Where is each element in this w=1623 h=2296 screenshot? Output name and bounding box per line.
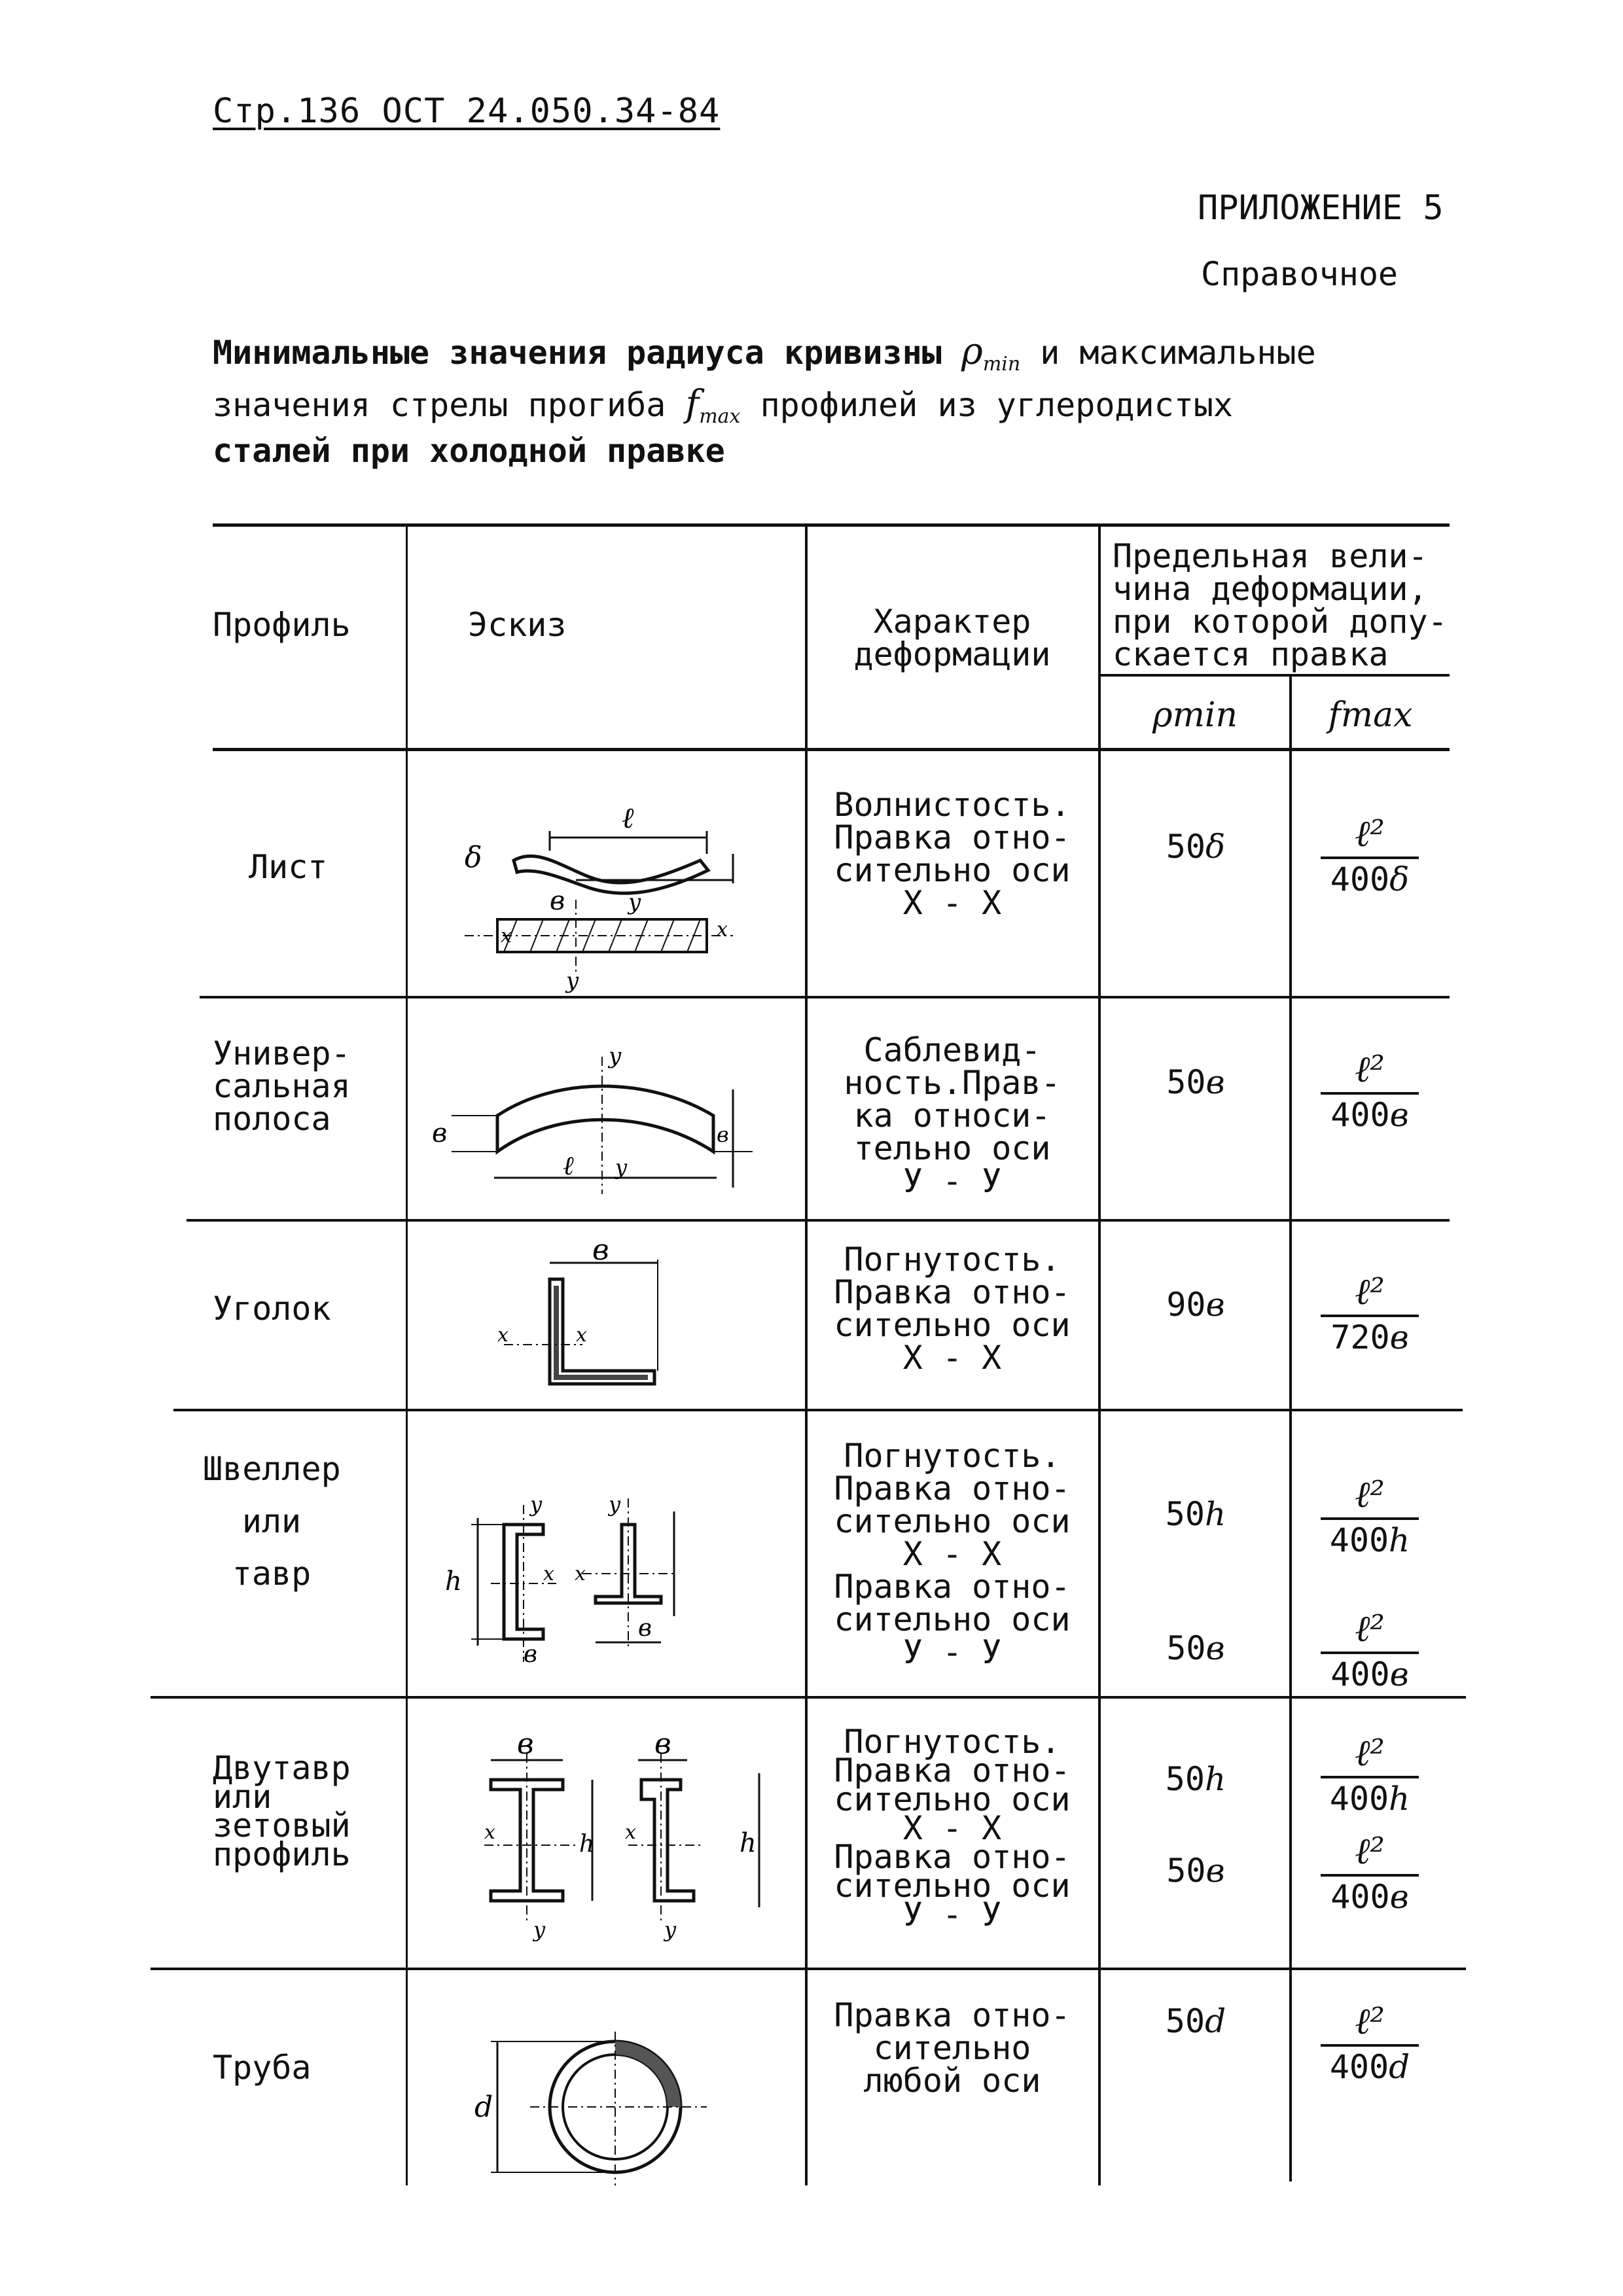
deformation-line: Правка отно- [834, 1996, 1071, 2034]
rmin-var: d [1205, 2002, 1226, 2040]
sketch-label-l: ℓ [622, 802, 634, 835]
row-profile-pipe: Труба [213, 2049, 312, 2087]
fmax-den-var: h [1389, 1521, 1410, 1559]
rmin-value-angle [1101, 1286, 1291, 1324]
row-profile-angle: Уголок [213, 1290, 331, 1328]
fraction-bar [1321, 1651, 1419, 1654]
deformation-line: Правка отно- [834, 819, 1071, 857]
fraction-bar [1321, 1874, 1419, 1877]
sheet-sketch [445, 802, 759, 994]
deformation-line: X - X [902, 1535, 1002, 1573]
fmax-denominator [1308, 1523, 1432, 1558]
limit-header-rule [1099, 674, 1450, 677]
header-limit-line-3: при которой допу- [1113, 603, 1448, 641]
fmax-den-coef: 720 [1330, 1318, 1390, 1356]
sketch-label-x: x [625, 1821, 636, 1844]
deformation-line: У - У [902, 1633, 1002, 1671]
row-rule-3 [173, 1409, 1463, 1411]
deformation-line: У - У [902, 1896, 1002, 1934]
row-deformation-sheet [806, 786, 1098, 922]
sketch-label-x: x [497, 1324, 508, 1347]
channel-tee-sketch [425, 1485, 726, 1682]
row-deformation-angle [806, 1241, 1098, 1377]
deformation-line: сительно [873, 2029, 1031, 2067]
rmin-value-ibeam-x [1101, 1760, 1291, 1798]
profile-line: профиль [213, 1835, 351, 1873]
fmax-numerator: ℓ² [1355, 1732, 1385, 1775]
fmax-den-var: в [1389, 1096, 1409, 1134]
pipe-sketch [471, 2025, 720, 2189]
row-deformation-ibeam [806, 1723, 1098, 1934]
rmin-var: h [1205, 1495, 1226, 1533]
deformation-line: сительно оси [834, 1502, 1071, 1540]
title-line-1-start: Минимальные значения радиуса кривизны [213, 334, 961, 372]
fmax-fraction-channel-x [1308, 1475, 1432, 1558]
sketch-label-b: в [592, 1233, 609, 1267]
sketch-label-y: y [530, 1492, 543, 1517]
deformation-line: X - X [902, 1809, 1002, 1847]
appendix-label: ПРИЛОЖЕНИЕ 5 [1198, 188, 1444, 228]
fmax-numerator: ℓ² [1355, 2000, 1385, 2043]
rmin-value-ibeam-y [1101, 1852, 1291, 1890]
sketch-label-y: y [609, 1043, 622, 1069]
appendix-type: Справочное [1201, 255, 1399, 293]
profile-line: Двутавр [213, 1749, 351, 1787]
sketch-label-x: x [717, 918, 728, 941]
fmax-numerator: ℓ² [1355, 1271, 1385, 1313]
fmax-den-coef: 400 [1329, 1780, 1389, 1818]
title-line-3 [213, 432, 725, 470]
deformation-line: Волнистость. [834, 786, 1071, 824]
fmax-den-coef: 400 [1330, 1655, 1390, 1693]
profile-line: сальная [213, 1067, 351, 1105]
fmax-numerator: ℓ² [1355, 813, 1385, 855]
f-symbol: f [685, 383, 700, 425]
sketch-label-b: в [432, 1118, 448, 1148]
angle-sketch [484, 1233, 681, 1404]
fmax-denominator [1308, 1879, 1432, 1915]
header-sketch: Эскиз [468, 606, 567, 644]
sketch-label-d: d [474, 2091, 493, 2124]
deformation-line: Правка отно- [834, 1838, 1071, 1876]
row-profile-ibeam [213, 1749, 351, 1873]
rmin-coef: 50 [1166, 1852, 1206, 1890]
row-rule-4 [151, 1696, 1466, 1699]
profile-line: Универ- [213, 1034, 351, 1072]
header-limit-line-2: чина деформации, [1113, 570, 1428, 608]
rmin-value-strip [1101, 1063, 1291, 1101]
sketch-label-delta: δ [465, 841, 482, 874]
deformation-line: сительно оси [834, 851, 1071, 889]
fmax-numerator: ℓ² [1355, 1608, 1385, 1650]
deformation-line: ность.Прав- [844, 1064, 1061, 1102]
rmin-coef: 50 [1165, 1495, 1205, 1533]
row-deformation-channel [806, 1439, 1098, 1669]
deformation-line: Правка отно- [834, 1568, 1071, 1606]
header-deformation-line-2: деформации [853, 635, 1051, 673]
sketch-label-y: y [664, 1917, 677, 1942]
row-profile-channel [203, 1443, 340, 1600]
row-rule-2 [187, 1219, 1450, 1222]
deformation-line: любой оси [863, 2062, 1041, 2100]
fmax-fraction-pipe [1308, 2002, 1432, 2085]
fmax-den-var: h [1389, 1780, 1410, 1818]
profile-line: зетовый [213, 1807, 351, 1845]
row-profile-strip [213, 1034, 351, 1138]
table-top-rule [213, 523, 1450, 527]
rmin-coef: 50 [1165, 1760, 1205, 1798]
sketch-label-b: в [517, 1727, 534, 1761]
fmax-denominator [1308, 1657, 1432, 1692]
header-rmin: ρmin [1152, 696, 1238, 735]
sketch-label-b: в [654, 1727, 671, 1761]
deformation-line: X - X [902, 1339, 1002, 1377]
fmax-den-coef: 400 [1330, 1096, 1390, 1134]
row-profile-sheet: Лист [249, 848, 328, 886]
sketch-label-b: в [638, 1615, 652, 1642]
rmin-var: в [1205, 1286, 1225, 1324]
fmax-fraction-ibeam-y [1308, 1832, 1432, 1915]
sketch-label-x: x [501, 925, 512, 947]
rmin-var: в [1205, 1063, 1225, 1101]
sketch-label-l: ℓ [563, 1151, 574, 1181]
rmin-coef: 50 [1166, 828, 1206, 866]
deformation-line: сительно оси [834, 1780, 1071, 1818]
row-rule-1 [200, 996, 1450, 998]
row-rule-5 [151, 1968, 1466, 1970]
rho-subscript: min [982, 353, 1021, 376]
fmax-denominator [1308, 1320, 1432, 1355]
sketch-label-y: y [609, 1492, 621, 1517]
rmin-value-pipe [1101, 2002, 1291, 2040]
fmax-den-coef: 400 [1329, 2048, 1389, 2086]
fmax-denominator [1308, 1097, 1432, 1133]
sketch-label-y: y [566, 968, 579, 994]
fraction-bar [1321, 1092, 1419, 1095]
fmax-fraction-angle [1308, 1273, 1432, 1355]
rmin-value-channel-x [1101, 1495, 1291, 1533]
deformation-line: Погнутость. [844, 1241, 1061, 1279]
header-bottom-rule [213, 748, 1450, 751]
sketch-label-x: x [575, 1563, 586, 1585]
fmax-numerator: ℓ² [1355, 1048, 1385, 1091]
fmax-fraction-ibeam-x [1308, 1734, 1432, 1816]
profile-line: или [241, 1502, 302, 1540]
sketch-label-x: x [484, 1821, 495, 1844]
header-limit-line-4: скается правка [1113, 635, 1389, 673]
ibeam-zbar-sketch [471, 1727, 772, 1943]
deformation-line: У - У [902, 1162, 1002, 1200]
fmax-den-var: δ [1389, 860, 1410, 898]
deformation-line: Погнутость. [844, 1437, 1061, 1475]
deformation-line: тельно оси [853, 1129, 1051, 1167]
fmax-denominator [1308, 862, 1432, 897]
fraction-bar [1321, 2044, 1419, 2047]
rho-symbol: ρ [961, 330, 983, 373]
rmin-coef: 50 [1165, 2002, 1205, 2040]
sketch-label-y: y [615, 1155, 628, 1180]
sketch-label-b: в [717, 1122, 729, 1147]
sketch-label-y: y [533, 1917, 546, 1942]
deformation-line: Правка отно- [834, 1470, 1071, 1508]
rmin-var: h [1205, 1760, 1226, 1798]
fmax-fraction-strip [1308, 1050, 1432, 1133]
strip-sketch [425, 1037, 766, 1207]
fmax-fraction-channel-y [1308, 1610, 1432, 1692]
sketch-label-h: h [445, 1566, 462, 1597]
profile-line: или [213, 1778, 272, 1816]
fmax-numerator: ℓ² [1355, 1830, 1385, 1873]
sketch-label-h: h [579, 1831, 595, 1858]
sketch-label-b: в [550, 886, 565, 916]
profile-line: полоса [213, 1100, 331, 1138]
f-subscript: max [699, 405, 741, 428]
title-line-1-end: и максимальные [1020, 334, 1316, 372]
deformation-line: сительно оси [834, 1867, 1071, 1905]
fraction-bar [1321, 857, 1419, 859]
fmax-den-coef: 400 [1330, 1878, 1390, 1916]
sketch-label-b: в [524, 1641, 537, 1668]
deformation-line: Правка отно- [834, 1752, 1071, 1790]
header-profile: Профиль [213, 606, 351, 644]
fmax-den-coef: 400 [1330, 860, 1390, 898]
fraction-bar [1321, 1517, 1419, 1520]
deformation-line: Правка отно- [834, 1273, 1071, 1311]
rmin-var: δ [1205, 828, 1226, 866]
deformation-line: Саблевид- [863, 1031, 1041, 1069]
rmin-coef: 50 [1166, 1063, 1206, 1101]
title-line-2-start: значения стрелы прогиба [213, 386, 686, 424]
fmax-fraction-sheet [1308, 815, 1432, 897]
fmax-den-var: в [1389, 1318, 1409, 1356]
header-deformation-line-1: Характер [873, 603, 1031, 641]
sketch-label-x: x [576, 1324, 587, 1347]
row-deformation-strip [806, 1031, 1098, 1200]
profile-line: Швеллер [203, 1450, 341, 1488]
fmax-den-var: в [1389, 1655, 1409, 1693]
sketch-label-x: x [543, 1563, 554, 1585]
deformation-line: ка относи- [853, 1097, 1051, 1135]
header-fmax: fmax [1328, 696, 1413, 735]
col-rule-4 [1289, 677, 1292, 2181]
rmin-value-sheet [1101, 828, 1291, 866]
header-limit [1113, 537, 1448, 673]
fmax-denominator [1308, 1781, 1432, 1816]
deformation-line: сительно оси [834, 1600, 1071, 1638]
deformation-line: X - X [902, 884, 1002, 922]
rmin-var: в [1205, 1629, 1225, 1667]
fmax-den-coef: 400 [1329, 1521, 1389, 1559]
fraction-bar [1321, 1315, 1419, 1317]
sketch-label-h: h [740, 1828, 757, 1858]
deformation-line: сительно оси [834, 1306, 1071, 1344]
rmin-coef: 90 [1166, 1286, 1206, 1324]
col-rule-1 [406, 523, 408, 2185]
fmax-den-var: в [1389, 1878, 1409, 1916]
sketch-label-y: y [628, 889, 641, 915]
deformation-line: Погнутость. [844, 1723, 1061, 1761]
col-rule-3 [1098, 523, 1101, 2185]
row-deformation-pipe [806, 1996, 1098, 2100]
page-header: Стр.136 ОСТ 24.050.34-84 [213, 92, 721, 131]
title-line-3-text: сталей при холодной правке [213, 432, 725, 470]
title-line-2 [213, 383, 1233, 428]
rmin-value-channel-y [1101, 1629, 1291, 1667]
rmin-var: в [1205, 1852, 1225, 1890]
rmin-coef: 50 [1166, 1629, 1206, 1667]
fraction-bar [1321, 1776, 1419, 1778]
fmax-numerator: ℓ² [1355, 1474, 1385, 1516]
fmax-denominator [1308, 2049, 1432, 2085]
profile-line: тавр [232, 1555, 312, 1593]
header-limit-line-1: Предельная вели- [1113, 537, 1428, 575]
title-line-1 [213, 330, 1316, 376]
fmax-den-var: d [1389, 2048, 1410, 2086]
header-deformation [806, 605, 1098, 671]
title-line-2-end: профилей из углеродистых [740, 386, 1234, 424]
